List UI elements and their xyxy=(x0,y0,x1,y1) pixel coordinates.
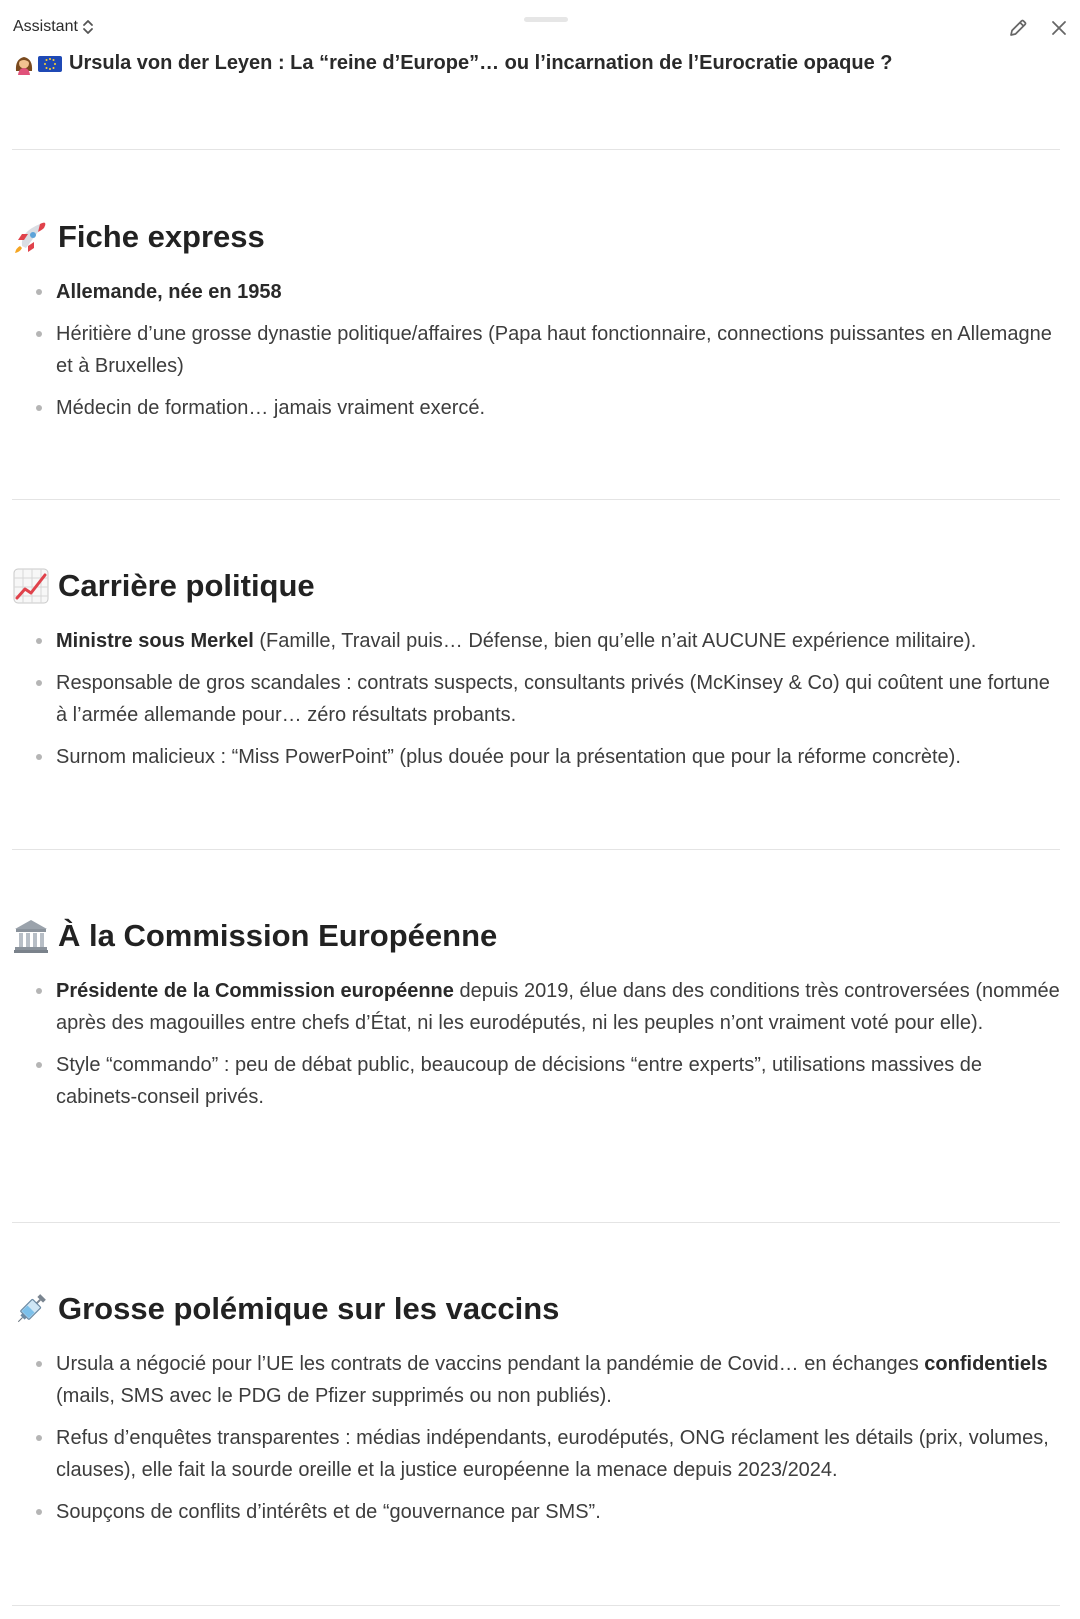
eu-flag-icon xyxy=(37,54,63,74)
item-text: Surnom malicieux : “Miss PowerPoint” (plus douée pour la présentation que pour la réforme concrète). xyxy=(56,746,961,768)
section-title: Carrière politique xyxy=(58,568,315,603)
close-icon[interactable] xyxy=(1048,17,1070,39)
top-bar xyxy=(0,0,1080,74)
item-text: Style “commando” : peu de débat public, beaucoup de décisions “entre experts”, utilisations massives de cabinets-conseil privés. xyxy=(56,1054,983,1108)
divider xyxy=(12,1605,1060,1606)
item-text: Soupçons de conflits d’intérêts et de “gouvernance par SMS”. xyxy=(56,1501,601,1523)
item-text: (Famille, Travail puis… Défense, bien qu’elle n’ait AUCUNE expérience militaire). xyxy=(253,630,977,652)
section-heading xyxy=(12,216,1062,258)
list-item xyxy=(12,1348,1062,1412)
divider xyxy=(12,1222,1060,1223)
assistant-label: Assistant xyxy=(13,18,78,35)
woman-emoji-icon xyxy=(13,53,35,75)
section-heading xyxy=(12,1288,1062,1330)
item-text: depuis 2019, élue dans des conditions très controversées (nommée après des magouilles entre chefs d’État, ni les eurodéputés, ni les peuples n’ont vraiment voté pour elle). xyxy=(56,980,1060,1034)
rocket-icon xyxy=(12,218,50,256)
chevron-up-down-icon xyxy=(82,19,94,35)
drag-handle[interactable] xyxy=(524,17,568,22)
assistant-switcher[interactable] xyxy=(13,18,94,36)
section-vaccins xyxy=(12,1288,1062,1528)
item-text: Ursula a négocié pour l’UE les contrats de vaccins pendant la pandémie de Covid… en échanges xyxy=(56,1353,925,1375)
divider xyxy=(12,499,1060,500)
divider xyxy=(12,849,1060,850)
chart-increasing-icon xyxy=(12,567,50,605)
bullet-list xyxy=(12,975,1062,1113)
list-item xyxy=(12,1496,1062,1528)
item-text: (mails, SMS avec le PDG de Pfizer supprimés ou non publiés). xyxy=(56,1385,612,1407)
conversation-title xyxy=(13,52,1063,75)
item-text: Médecin de formation… jamais vraiment exercé. xyxy=(56,397,486,419)
section-title: Fiche express xyxy=(58,219,265,254)
bullet-list xyxy=(12,276,1062,424)
list-item xyxy=(12,741,1062,773)
bullet-list xyxy=(12,1348,1062,1528)
bullet-list xyxy=(12,625,1062,773)
list-item xyxy=(12,1422,1062,1486)
pencil-icon[interactable] xyxy=(1007,17,1029,39)
bold-text: Allemande, née en 1958 xyxy=(56,281,282,303)
section-commission-europeenne xyxy=(12,915,1062,1113)
section-fiche-express xyxy=(12,216,1062,424)
list-item xyxy=(12,1049,1062,1113)
title-text: Ursula von der Leyen : La “reine d’Europe”… ou l’incarnation de l’Eurocratie opaque ? xyxy=(69,52,893,74)
list-item xyxy=(12,392,1062,424)
list-item xyxy=(12,276,1062,308)
section-heading xyxy=(12,915,1062,957)
section-title: À la Commission Européenne xyxy=(58,918,498,953)
bold-text: Ministre sous Merkel xyxy=(56,630,254,652)
item-text: Héritière d’une grosse dynastie politique/affaires (Papa haut fonctionnaire, connections puissantes en Allemagne et à Bruxelles) xyxy=(56,323,1052,377)
list-item xyxy=(12,318,1062,382)
bold-text: Présidente de la Commission européenne xyxy=(56,980,454,1002)
list-item xyxy=(12,667,1062,731)
list-item xyxy=(12,975,1062,1039)
item-text: Refus d’enquêtes transparentes : médias indépendants, eurodéputés, ONG réclament les détails (prix, volumes, clauses), elle fait la sourde oreille et la justice européenne la menace depuis 2023/2024. xyxy=(56,1427,1049,1481)
list-item xyxy=(12,625,1062,657)
classical-building-icon xyxy=(12,917,50,955)
section-title: Grosse polémique sur les vaccins xyxy=(58,1291,560,1326)
section-carriere-politique xyxy=(12,565,1062,773)
bold-text: confidentiels xyxy=(924,1353,1048,1375)
divider xyxy=(12,149,1060,150)
section-heading xyxy=(12,565,1062,607)
syringe-icon xyxy=(12,1290,50,1328)
item-text: Responsable de gros scandales : contrats suspects, consultants privés (McKinsey & Co) qui coûtent une fortune à l’armée allemande pour… zéro résultats probants. xyxy=(56,672,1050,726)
